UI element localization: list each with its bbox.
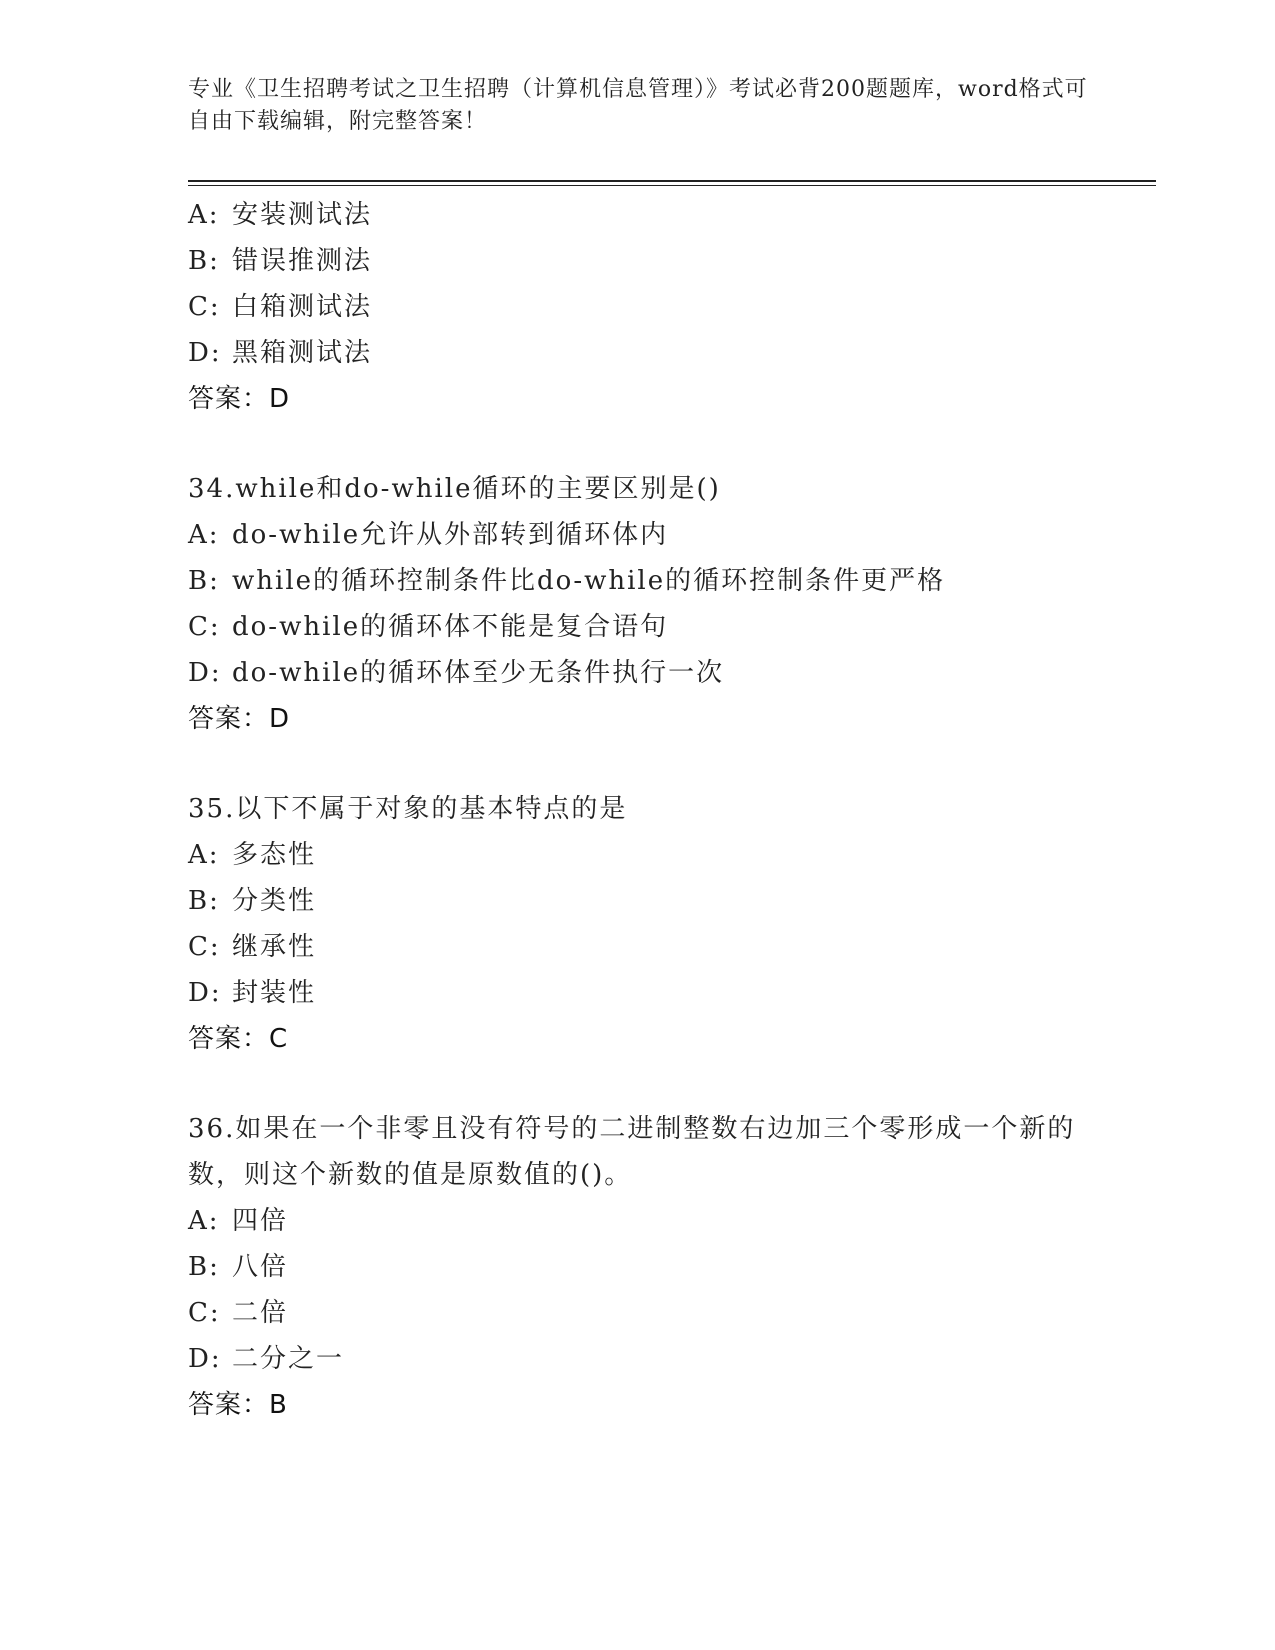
option-letter: D:	[188, 978, 222, 1008]
question-stem: 34.while和do-while循环的主要区别是()	[188, 474, 721, 504]
spacer	[188, 742, 1128, 786]
question-35	[188, 786, 1128, 1062]
question-34	[188, 466, 1128, 742]
option-d	[188, 1336, 1128, 1382]
option-a	[188, 832, 1128, 878]
option-letter: B:	[188, 886, 220, 916]
question-36	[188, 1106, 1128, 1428]
question-list	[188, 192, 1128, 1428]
option-d	[188, 330, 1128, 376]
option-letter: D:	[188, 658, 222, 688]
answer-line: 答案：D	[188, 704, 291, 734]
option-text: do-while的循环体不能是复合语句	[232, 612, 669, 642]
question-33-continued	[188, 192, 1128, 422]
option-letter: C:	[188, 932, 221, 962]
option-c	[188, 1290, 1128, 1336]
option-text: 安装测试法	[232, 200, 373, 230]
option-letter: B:	[188, 566, 220, 596]
header-divider-thick	[188, 180, 1156, 182]
option-text: 黑箱测试法	[232, 338, 373, 368]
spacer	[188, 1062, 1128, 1106]
answer-line: 答案：C	[188, 1024, 289, 1054]
option-d	[188, 970, 1128, 1016]
option-letter: A:	[188, 520, 220, 550]
option-a	[188, 192, 1128, 238]
option-text: do-while的循环体至少无条件执行一次	[232, 658, 725, 688]
option-letter: D:	[188, 1344, 222, 1374]
option-text: while的循环控制条件比do-while的循环控制条件更严格	[232, 566, 946, 596]
answer-line: 答案：D	[188, 384, 291, 414]
option-letter: C:	[188, 292, 221, 322]
option-a	[188, 1198, 1128, 1244]
option-letter: B:	[188, 246, 220, 276]
option-letter: C:	[188, 1298, 221, 1328]
option-text: do-while允许从外部转到循环体内	[232, 520, 669, 550]
option-c	[188, 924, 1128, 970]
option-text: 八倍	[232, 1252, 289, 1282]
option-text: 错误推测法	[232, 246, 373, 276]
option-text: 封装性	[232, 978, 317, 1008]
option-text: 二分之一	[232, 1344, 345, 1374]
option-letter: A:	[188, 840, 220, 870]
option-b	[188, 558, 1128, 604]
question-stem: 35.以下不属于对象的基本特点的是	[188, 794, 628, 824]
option-letter: C:	[188, 612, 221, 642]
option-text: 继承性	[232, 932, 317, 962]
option-b	[188, 238, 1128, 284]
option-b	[188, 1244, 1128, 1290]
option-c	[188, 604, 1128, 650]
document-header: 专业《卫生招聘考试之卫生招聘（计算机信息管理）》考试必背200题题库，word格式可自由下载编辑，附完整答案！	[188, 77, 1088, 134]
option-text: 多态性	[232, 840, 317, 870]
option-b	[188, 878, 1128, 924]
option-a	[188, 512, 1128, 558]
option-letter: D:	[188, 338, 222, 368]
spacer	[188, 422, 1128, 466]
option-text: 分类性	[232, 886, 317, 916]
header-divider-thin	[188, 185, 1156, 186]
option-letter: A:	[188, 200, 220, 230]
option-text: 白箱测试法	[232, 292, 373, 322]
option-letter: B:	[188, 1252, 220, 1282]
answer-line: 答案：B	[188, 1390, 288, 1420]
option-text: 四倍	[232, 1206, 289, 1236]
question-stem: 36.如果在一个非零且没有符号的二进制整数右边加三个零形成一个新的数，则这个新数的值是原数值的()。	[188, 1114, 1076, 1190]
option-letter: A:	[188, 1206, 220, 1236]
option-text: 二倍	[232, 1298, 289, 1328]
option-c	[188, 284, 1128, 330]
option-d	[188, 650, 1128, 696]
